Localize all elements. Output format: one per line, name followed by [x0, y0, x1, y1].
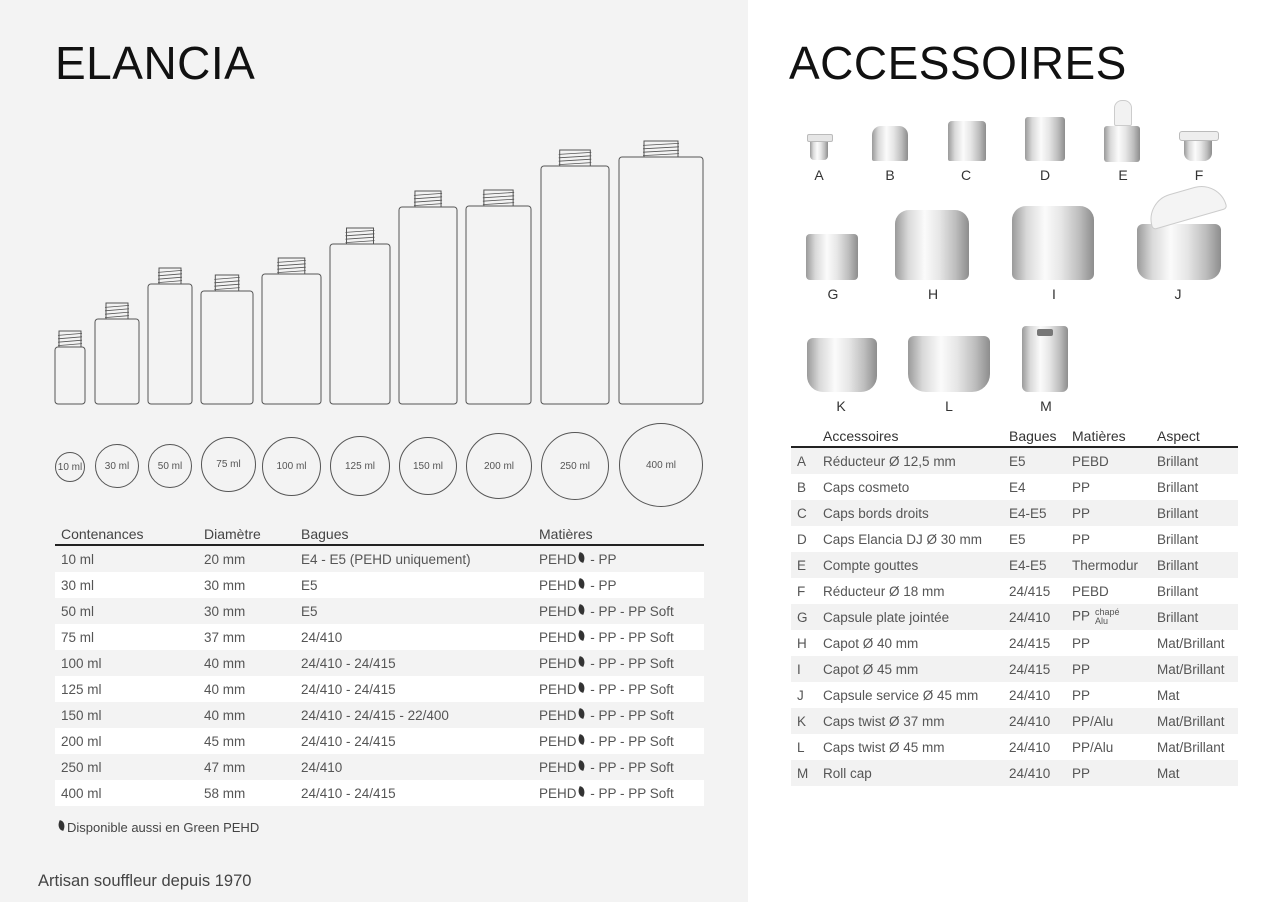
note-text: Disponible aussi en Green PEHD	[67, 820, 260, 835]
acc-code: D	[791, 526, 817, 552]
leaf-icon	[576, 578, 586, 589]
spec-bagues: E4 - E5 (PEHD uniquement)	[295, 545, 533, 572]
acc-row	[791, 734, 1238, 760]
acc-name: Capsule service Ø 45 mm	[817, 682, 1003, 708]
spec-mat-b: - PP - PP Soft	[586, 681, 674, 697]
elancia-spec-table	[55, 524, 704, 806]
spec-bagues: 24/410 - 24/415	[295, 650, 533, 676]
spec-mat-b: - PP	[586, 577, 617, 593]
spec-row	[55, 780, 704, 806]
acc-matieres-text: PEBD	[1072, 453, 1109, 469]
acc-matieres	[1066, 630, 1151, 656]
spec-mat-a: PEHD	[539, 681, 577, 697]
accessoires-table	[791, 426, 1238, 786]
leaf-icon	[576, 682, 586, 693]
cap-m-image	[1022, 326, 1068, 392]
leaf-icon	[576, 656, 586, 667]
spec-mat-a: PEHD	[539, 629, 577, 645]
acc-matieres	[1066, 656, 1151, 682]
acc-name: Compte gouttes	[817, 552, 1003, 578]
cap-d-label: D	[1039, 167, 1051, 183]
acc-matieres	[1066, 708, 1151, 734]
alu-text: Alu	[1095, 616, 1109, 626]
acc-bagues: E4-E5	[1003, 500, 1066, 526]
cap-h-label: H	[927, 286, 939, 302]
spec-matieres	[533, 650, 704, 676]
spec-matieres	[533, 780, 704, 806]
spec-mat-b: - PP - PP Soft	[586, 629, 674, 645]
acc-bagues: E4-E5	[1003, 552, 1066, 578]
col-diametre: Diamètre	[198, 524, 295, 545]
spec-mat-a: PEHD	[539, 603, 577, 619]
acc-bagues: 24/410	[1003, 708, 1066, 734]
diameter-circle: 200 ml	[466, 433, 532, 499]
acc-matieres-text: PP/Alu	[1072, 739, 1114, 755]
acc-matieres	[1066, 760, 1151, 786]
spec-contenance: 30 ml	[55, 572, 198, 598]
spec-mat-a: PEHD	[539, 733, 577, 749]
acc-row	[791, 682, 1238, 708]
cap-l-label: L	[945, 398, 953, 414]
spec-diametre: 47 mm	[198, 754, 295, 780]
acc-matieres-text: PP/Alu	[1072, 713, 1114, 729]
spec-row	[55, 598, 704, 624]
cap-j-image	[1137, 190, 1225, 280]
acc-name: Caps cosmeto	[817, 474, 1003, 500]
acc-bagues: 24/410	[1003, 682, 1066, 708]
acc-row	[791, 474, 1238, 500]
acc-name: Caps twist Ø 37 mm	[817, 708, 1003, 734]
spec-bagues: E5	[295, 598, 533, 624]
bottle-outline	[399, 191, 457, 404]
acc-name: Roll cap	[817, 760, 1003, 786]
diameter-circle: 50 ml	[148, 444, 192, 488]
acc-row	[791, 500, 1238, 526]
spec-diametre: 45 mm	[198, 728, 295, 754]
acc-name: Réducteur Ø 18 mm	[817, 578, 1003, 604]
chape-alu-note	[1095, 608, 1120, 626]
spec-header-row	[55, 524, 704, 545]
acc-aspect: Brillant	[1151, 474, 1238, 500]
bottle-lineup	[0, 0, 748, 420]
spec-mat-b: - PP - PP Soft	[586, 785, 674, 801]
acc-name: Caps twist Ø 45 mm	[817, 734, 1003, 760]
acc-matieres-text: PP	[1072, 479, 1091, 495]
spec-contenance: 125 ml	[55, 676, 198, 702]
bottle-outline	[541, 150, 609, 404]
cap-b-label: B	[885, 167, 895, 183]
acc-matieres	[1066, 552, 1151, 578]
spec-matieres	[533, 598, 704, 624]
acc-aspect: Mat/Brillant	[1151, 630, 1238, 656]
spec-mat-a: PEHD	[539, 655, 577, 671]
acc-code: C	[791, 500, 817, 526]
spec-row	[55, 545, 704, 572]
acc-code: L	[791, 734, 817, 760]
cap-i-image	[1012, 206, 1094, 280]
acc-aspect: Mat/Brillant	[1151, 708, 1238, 734]
diameter-circle: 150 ml	[399, 437, 457, 495]
spec-diametre: 58 mm	[198, 780, 295, 806]
spec-row	[55, 728, 704, 754]
acc-name: Capsule plate jointée	[817, 604, 1003, 630]
leaf-icon	[576, 734, 586, 745]
bottle-outline	[55, 331, 85, 404]
spec-diametre: 37 mm	[198, 624, 295, 650]
col-bagues: Bagues	[295, 524, 533, 545]
accessory-gallery	[748, 0, 1278, 430]
bottle-outline	[619, 141, 703, 404]
acc-row	[791, 552, 1238, 578]
acc-code: M	[791, 760, 817, 786]
spec-mat-a: PEHD	[539, 759, 577, 775]
cap-g-label: G	[827, 286, 839, 302]
spec-matieres	[533, 545, 704, 572]
acc-matieres-text: PP	[1072, 635, 1091, 651]
col-acc-matieres: Matières	[1066, 426, 1151, 447]
spec-matieres	[533, 624, 704, 650]
acc-row	[791, 447, 1238, 474]
leaf-icon	[576, 604, 586, 615]
cap-h-image	[895, 210, 969, 280]
spec-mat-b: - PP - PP Soft	[586, 759, 674, 775]
spec-diametre: 40 mm	[198, 676, 295, 702]
accessoires-title: ACCESSOIRES	[789, 37, 1127, 89]
spec-mat-a: PEHD	[539, 551, 577, 567]
acc-name: Capot Ø 40 mm	[817, 630, 1003, 656]
acc-name: Réducteur Ø 12,5 mm	[817, 447, 1003, 474]
spec-matieres	[533, 572, 704, 598]
diameter-circle: 400 ml	[619, 423, 703, 507]
diameter-circle: 100 ml	[262, 437, 321, 496]
spec-diametre: 40 mm	[198, 650, 295, 676]
acc-matieres	[1066, 734, 1151, 760]
acc-matieres-text: PP	[1072, 687, 1091, 703]
bottle-outline	[95, 303, 139, 404]
spec-contenance: 10 ml	[55, 545, 198, 572]
spec-diametre: 30 mm	[198, 598, 295, 624]
spec-row	[55, 676, 704, 702]
spec-matieres	[533, 728, 704, 754]
acc-matieres	[1066, 500, 1151, 526]
acc-aspect: Mat	[1151, 760, 1238, 786]
cap-c-label: C	[960, 167, 972, 183]
acc-matieres-text: Thermodur	[1072, 557, 1139, 573]
col-code	[791, 426, 817, 447]
cap-k-label: K	[836, 398, 846, 414]
acc-bagues: E5	[1003, 447, 1066, 474]
acc-matieres-text: PP	[1072, 765, 1091, 781]
acc-row	[791, 630, 1238, 656]
acc-row	[791, 708, 1238, 734]
acc-aspect: Mat/Brillant	[1151, 656, 1238, 682]
accessoires-panel	[748, 0, 1278, 902]
acc-matieres-text: PEBD	[1072, 583, 1109, 599]
acc-matieres-text: PP	[1072, 505, 1091, 521]
col-contenances: Contenances	[55, 524, 198, 545]
cap-l-image	[908, 336, 990, 392]
leaf-icon	[576, 786, 586, 797]
spec-matieres	[533, 676, 704, 702]
acc-row	[791, 656, 1238, 682]
spec-mat-b: - PP - PP Soft	[586, 733, 674, 749]
acc-name: Capot Ø 45 mm	[817, 656, 1003, 682]
acc-bagues: 24/410	[1003, 734, 1066, 760]
acc-bagues: 24/415	[1003, 578, 1066, 604]
spec-mat-b: - PP - PP Soft	[586, 655, 674, 671]
spec-mat-a: PEHD	[539, 707, 577, 723]
acc-header-row	[791, 426, 1238, 447]
bottle-outline	[201, 275, 253, 404]
spec-bagues: 24/410 - 24/415	[295, 780, 533, 806]
acc-bagues: 24/410	[1003, 760, 1066, 786]
spec-bagues: E5	[295, 572, 533, 598]
leaf-icon	[576, 552, 586, 563]
cap-e-label: E	[1118, 167, 1128, 183]
acc-row	[791, 578, 1238, 604]
acc-code: I	[791, 656, 817, 682]
spec-matieres	[533, 702, 704, 728]
spec-contenance: 250 ml	[55, 754, 198, 780]
chape-text: chapé	[1095, 607, 1120, 617]
acc-aspect: Brillant	[1151, 447, 1238, 474]
spec-bagues: 24/410 - 24/415 - 22/400	[295, 702, 533, 728]
diameter-circle: 10 ml	[55, 452, 85, 482]
spec-mat-a: PEHD	[539, 577, 577, 593]
spec-diametre: 40 mm	[198, 702, 295, 728]
acc-code: A	[791, 447, 817, 474]
spec-row	[55, 754, 704, 780]
acc-bagues: E4	[1003, 474, 1066, 500]
spec-diametre: 30 mm	[198, 572, 295, 598]
bottle-outline	[148, 268, 192, 404]
cap-a-label: A	[814, 167, 824, 183]
acc-aspect: Brillant	[1151, 578, 1238, 604]
acc-code: J	[791, 682, 817, 708]
acc-code: F	[791, 578, 817, 604]
leaf-icon	[576, 708, 586, 719]
spec-mat-b: - PP - PP Soft	[586, 707, 674, 723]
green-pehd-note	[57, 820, 259, 835]
diameter-circle: 250 ml	[541, 432, 609, 500]
acc-row	[791, 526, 1238, 552]
acc-code: G	[791, 604, 817, 630]
acc-matieres	[1066, 604, 1151, 630]
acc-code: K	[791, 708, 817, 734]
cap-m-label: M	[1040, 398, 1052, 414]
acc-matieres-text: PP	[1072, 608, 1091, 624]
bottle-outline	[262, 258, 321, 404]
acc-name: Caps bords droits	[817, 500, 1003, 526]
spec-contenance: 50 ml	[55, 598, 198, 624]
cap-j-label: J	[1174, 286, 1182, 302]
col-matieres: Matières	[533, 524, 704, 545]
bottle-outline	[466, 190, 531, 404]
acc-matieres-text: PP	[1072, 661, 1091, 677]
acc-aspect: Brillant	[1151, 552, 1238, 578]
acc-aspect: Brillant	[1151, 604, 1238, 630]
spec-contenance: 100 ml	[55, 650, 198, 676]
acc-bagues: 24/415	[1003, 656, 1066, 682]
col-acc-bagues: Bagues	[1003, 426, 1066, 447]
col-aspect: Aspect	[1151, 426, 1238, 447]
acc-matieres	[1066, 682, 1151, 708]
cap-e-image	[1104, 100, 1140, 162]
spec-row	[55, 702, 704, 728]
spec-bagues: 24/410	[295, 754, 533, 780]
cap-d-image	[1025, 117, 1065, 161]
bottle-outline	[330, 228, 390, 404]
spec-mat-b: - PP - PP Soft	[586, 603, 674, 619]
acc-bagues: 24/410	[1003, 604, 1066, 630]
acc-aspect: Brillant	[1151, 500, 1238, 526]
spec-matieres	[533, 754, 704, 780]
acc-matieres	[1066, 526, 1151, 552]
acc-code: E	[791, 552, 817, 578]
acc-row	[791, 760, 1238, 786]
cap-i-label: I	[1052, 286, 1056, 302]
spec-contenance: 400 ml	[55, 780, 198, 806]
spec-row	[55, 650, 704, 676]
cap-k-image	[807, 338, 877, 392]
cap-f-label: F	[1194, 167, 1204, 183]
spec-mat-b: - PP	[586, 551, 617, 567]
acc-matieres-text: PP	[1072, 531, 1091, 547]
spec-mat-a: PEHD	[539, 785, 577, 801]
spec-contenance: 75 ml	[55, 624, 198, 650]
acc-code: H	[791, 630, 817, 656]
spec-bagues: 24/410 - 24/415	[295, 676, 533, 702]
acc-matieres	[1066, 447, 1151, 474]
acc-aspect: Mat	[1151, 682, 1238, 708]
acc-name: Caps Elancia DJ Ø 30 mm	[817, 526, 1003, 552]
col-accessoires: Accessoires	[817, 426, 1003, 447]
leaf-icon	[57, 820, 67, 831]
acc-bagues: E5	[1003, 526, 1066, 552]
acc-aspect: Brillant	[1151, 526, 1238, 552]
cap-a-image	[807, 134, 833, 160]
tagline: Artisan souffleur depuis 1970	[38, 872, 252, 890]
diameter-circle: 30 ml	[95, 444, 139, 488]
spec-contenance: 200 ml	[55, 728, 198, 754]
spec-row	[55, 572, 704, 598]
acc-matieres	[1066, 578, 1151, 604]
spec-row	[55, 624, 704, 650]
cap-b-image	[872, 126, 908, 161]
leaf-icon	[576, 630, 586, 641]
cap-f-image	[1179, 131, 1219, 161]
acc-aspect: Mat/Brillant	[1151, 734, 1238, 760]
cap-g-image	[806, 234, 858, 280]
spec-bagues: 24/410	[295, 624, 533, 650]
spec-diametre: 20 mm	[198, 545, 295, 572]
acc-row	[791, 604, 1238, 630]
cap-c-image	[948, 121, 986, 161]
elancia-title: ELANCIA	[55, 37, 256, 89]
spec-bagues: 24/410 - 24/415	[295, 728, 533, 754]
acc-matieres	[1066, 474, 1151, 500]
diameter-circle: 125 ml	[330, 436, 390, 496]
spec-contenance: 150 ml	[55, 702, 198, 728]
leaf-icon	[576, 760, 586, 771]
acc-bagues: 24/415	[1003, 630, 1066, 656]
diameter-circle: 75 ml	[201, 437, 256, 492]
acc-code: B	[791, 474, 817, 500]
